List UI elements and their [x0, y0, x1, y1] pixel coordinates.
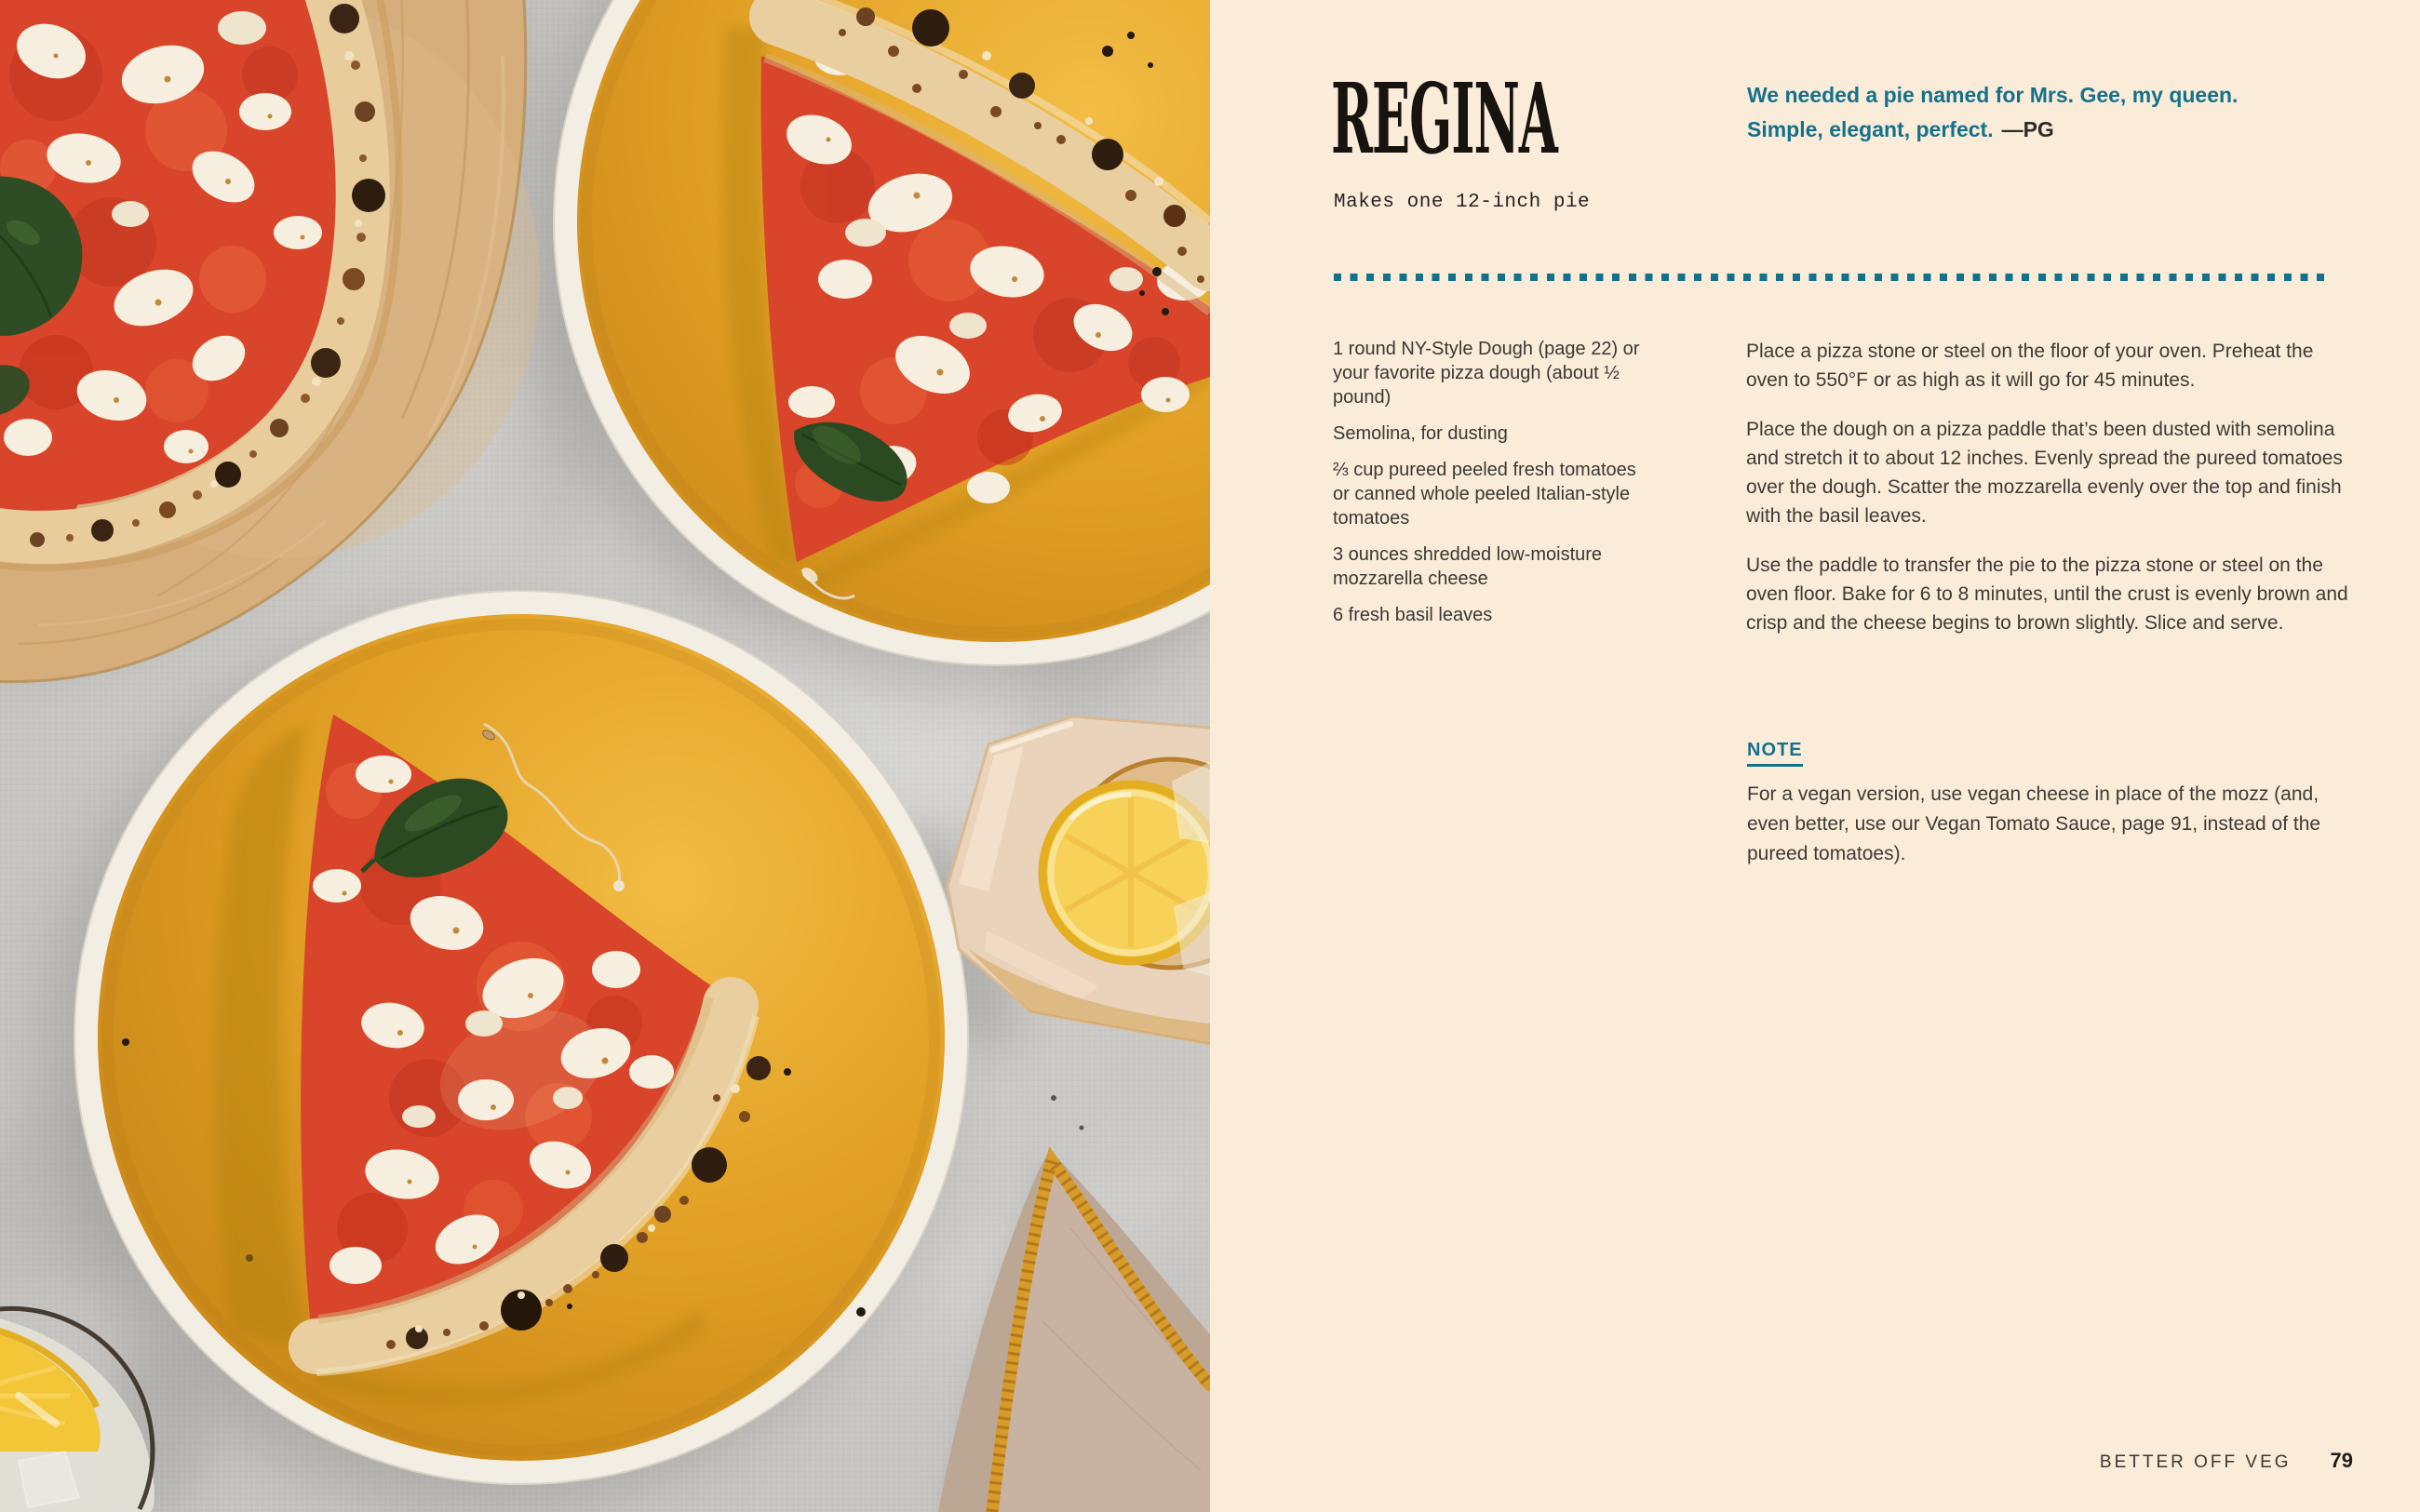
ingredient-item: Semolina, for dusting	[1333, 423, 1508, 444]
instruction-step: Place a pizza stone or steel on the floor of your oven. Preheat the oven to 550°F or as high as it will go for 45 minutes.	[1746, 341, 2314, 391]
recipe-yield: Makes one 12-inch pie	[1334, 192, 1591, 213]
headnote	[1747, 78, 2306, 147]
headnote-text: We needed a pie named for Mrs. Gee, my queen. Simple, elegant, perfect.	[1747, 83, 2238, 141]
ingredient-item: ⅔ cup pureed peeled fresh tomatoes or canned whole peeled Italian-style tomatoes	[1333, 460, 1636, 529]
instructions	[1746, 337, 2356, 658]
recipe-title: REGINA	[1331, 61, 1557, 176]
ingredients-list	[1333, 337, 1640, 639]
ingredient-item: 1 round NY-Style Dough (page 22) or your favorite pizza dough (about ½ pound)	[1333, 339, 1640, 408]
page-number: 79	[2330, 1449, 2353, 1472]
ingredient-item: 6 fresh basil leaves	[1333, 605, 1493, 625]
ingredient-item: 3 ounces shredded low-moisture mozzarella cheese	[1333, 544, 1603, 589]
instruction-step: Use the paddle to transfer the pie to the pizza stone or steel on the oven floor. Bake for 6 to 8 minutes, until the crust is evenly brown and crisp and the cheese begins to brown slightly. Slice and serve.	[1746, 555, 2348, 634]
headnote-attribution: —PG	[2001, 117, 2054, 141]
dotted-divider	[1334, 274, 2326, 281]
recipe-page	[1210, 0, 2420, 1512]
note-heading: NOTE	[1747, 740, 1803, 767]
instruction-step: Place the dough on a pizza paddle that’s been dusted with semolina and stretch it to about 12 inches. Evenly spread the pureed tomatoes over the dough. Scatter the mozzarella evenly over the top and finish with the basil leaves.	[1746, 419, 2343, 527]
note-text: For a vegan version, use vegan cheese in place of the mozz (and, even better, use our Vegan Tomato Sauce, page 91, instead of the pureed tomatoes).	[1747, 783, 2321, 864]
book-title: BETTER OFF VEG	[2099, 1452, 2292, 1472]
page-footer	[2100, 1449, 2353, 1473]
